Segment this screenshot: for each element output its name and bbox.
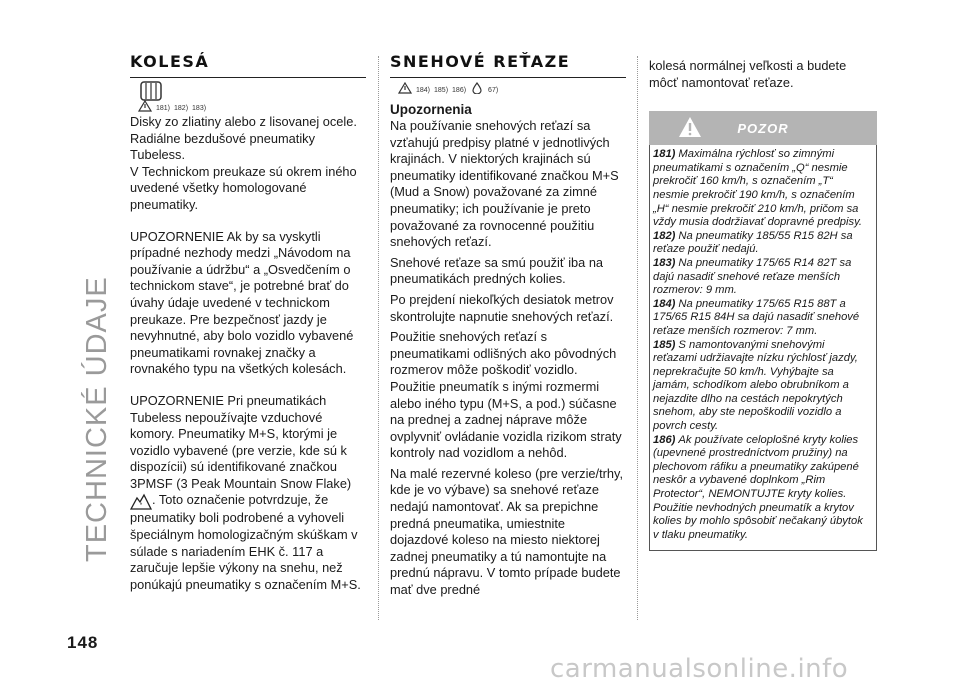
warning-item-text: S namontovanými snehovými reťazami udržiavajte nízku rýchlosť jazdy, neprekračujte 50 km/h. Vyhýbajte sa jamám, schodíkom alebo obrubníkom a nejazdite dlho na cestách nepokrytých snehom, aby ste nepoškodili vozidlo a povrch cesty. — [653, 338, 858, 433]
wheels-paragraph-4a: UPOZORNENIE Pri pneumatikách Tubeless nepoužívajte vzduchové komory. Pneumatiky M+S, ktorými je vozidlo vybavené (pre verzie, kde sú k dispozícii) sú identifikované značkou 3PMSF (3 Peak Mountain Snow Flake) — [130, 392, 352, 491]
wheels-paragraph-4 — [130, 393, 366, 594]
ref-183: 183) — [192, 105, 207, 112]
ref-186: 186) — [452, 87, 467, 94]
tire-icon — [138, 80, 164, 102]
chapter-title-text: TECHNICKÉ ÚDAJE — [81, 276, 113, 562]
wheels-paragraph-2: V Technickom preukaze sú okrem iného uvedené všetky homologované pneumatiky. — [130, 163, 357, 212]
warning-triangle-icon — [398, 82, 412, 94]
wheels-paragraph-1: Disky zo zliatiny alebo z lisovanej ocele. Radiálne bezdušové pneumatiky Tubeless. — [130, 114, 357, 163]
warning-item — [653, 339, 870, 434]
watermark[interactable]: carmanualsonline.info — [550, 654, 849, 684]
column-divider — [378, 56, 380, 620]
info-drop-icon — [470, 82, 484, 94]
mountain-snowflake-icon — [130, 492, 152, 510]
warning-item — [653, 434, 870, 543]
wheels-paragraph-4b: . Toto označenie potvrdzuje, že pneumatiky boli podrobené a vyhoveli špeciálnym homologizačným skúškam v súlade s nariadením EHK č. 117 a zaručuje lepšie výkony na snehu, než ponúkajú pneumatiky s označením M+S. — [130, 492, 361, 592]
column-divider — [637, 56, 639, 620]
warning-item — [653, 298, 870, 339]
page-number: 148 — [67, 633, 99, 652]
wheels-refs — [138, 80, 366, 102]
chains-paragraph-5: Na malé rezervné koleso (pre verzie/trhy, kde je vo výbave) sa snehové reťaze nedajú namontovať. Ak sa prepichne predná pneumatika, umiestnite dojazdové koleso na miesto niektorej zadnej pneumatiky a tú namontujte na prednú nápravu. V tomto prípade budete mať dve predné — [390, 465, 624, 598]
warning-body — [649, 145, 877, 551]
warning-item-number: 181) — [653, 148, 676, 161]
warning-item-number: 183) — [653, 256, 676, 269]
warning-header — [649, 111, 877, 145]
wheels-paragraph-3: UPOZORNENIE Ak by sa vyskytli prípadné nezhody medzi „Návodom na používanie a údržbu“ a „Osvedčením o technickom stave“, je potrebné brať do úvahy údaje uvedené v technickom preukaze. Pre bezpečnosť jazdy je nevyhnutné, aby bolo vozidlo vybavené pneumatikami rovnakej značky a rovnakého typu na všetkých kolesách. — [130, 228, 354, 377]
wheels-heading: KOLESÁ — [130, 52, 366, 78]
chains-paragraph-2: Snehové reťaze sa smú použiť iba na pneumatikách predných kolies. — [390, 254, 604, 287]
chains-paragraph-3: Po prejdení niekoľkých desiatok metrov skontrolujte napnutie snehových reťazí. — [390, 291, 614, 324]
warning-triangle-icon — [138, 100, 152, 112]
chapter-title — [82, 42, 112, 562]
warning-item-text: Na pneumatiky 175/65 R15 88T a 175/65 R15 84H sa dajú nasadiť snehové reťaze menších rozmerov: 7 mm. — [653, 297, 860, 337]
ref-185: 185) — [434, 87, 449, 94]
ref-184: 184) — [416, 87, 431, 94]
wheels-column — [130, 52, 366, 593]
chains-paragraph-6: kolesá normálnej veľkosti a budete môcť namontovať reťaze. — [649, 58, 847, 90]
warning-item — [653, 257, 870, 298]
wheels-ref-list — [138, 100, 366, 112]
warning-item — [653, 230, 870, 257]
warning-item — [653, 148, 870, 230]
chains-column — [390, 52, 626, 599]
warning-item-text: Maximálna rýchlosť so zimnými pneumatikami s označením „Q“ nesmie prekročiť 160 km/h, s označením „T“ nesmie prekročiť 190 km/h, s označením „H“ nesmie prekročiť 210 km/h, pričom sa vždy musia dodržiavať dopravné predpisy. — [653, 148, 862, 229]
chains-paragraph-1: Na používanie snehových reťazí sa vzťahujú predpisy platné v jednotlivých krajinách. V niektorých krajinách sú pneumatiky identifikované značkou M+S (Mud a Snow) považované za zimné pneumatiky; ich používanie je preto považované za rovnocenné použitiu snehových reťazí. — [390, 118, 619, 250]
warning-column — [649, 58, 877, 551]
warning-title: POZOR — [737, 120, 789, 136]
ref-181: 181) — [156, 105, 171, 112]
chains-heading: SNEHOVÉ REŤAZE — [390, 52, 626, 78]
warning-item-number: 186) — [653, 433, 676, 446]
warning-item-text: Ak používate celoplošné kryty kolies (upevnené prostredníctvom pružiny) na plechovom ráfiku a pneumatiky zakúpené neskôr a vybavené doplnkom „Rim Protector“, NEMONTUJTE kryty kolies. Použitie nevhodných pneumatík a krytov kolies by mohlo spôsobiť nečakaný úbytok v tlaku pneumatiky. — [653, 433, 863, 541]
warning-item-number: 184) — [653, 297, 676, 310]
warning-item-number: 182) — [653, 229, 676, 242]
chains-ref-list — [398, 82, 626, 94]
svg-text:*: * — [139, 503, 143, 510]
chains-subheading: Upozornenia — [390, 102, 472, 117]
warning-triangle-icon — [677, 115, 703, 139]
ref-182: 182) — [174, 105, 189, 112]
warning-item-number: 185) — [653, 338, 676, 351]
ref-67: 67) — [488, 87, 499, 94]
warning-item-text: Na pneumatiky 185/55 R15 82H sa reťaze použiť nedajú. — [653, 229, 853, 256]
chains-paragraph-4: Použitie snehových reťazí s pneumatikami odlišných ako pôvodných rozmerov môže poškodiť vozidlo. Použitie pneumatík s inými rozmermi alebo iného typu (M+S, a pod.) súčasne na prednej a zadnej náprave môže ovplyvniť ovládanie vozidla rizikom straty kontroly nad vozidlom a nehôd. — [390, 329, 622, 461]
warning-item-text: Na pneumatiky 175/65 R14 82T sa dajú nasadiť snehové reťaze menších rozmerov: 9 mm. — [653, 256, 852, 297]
